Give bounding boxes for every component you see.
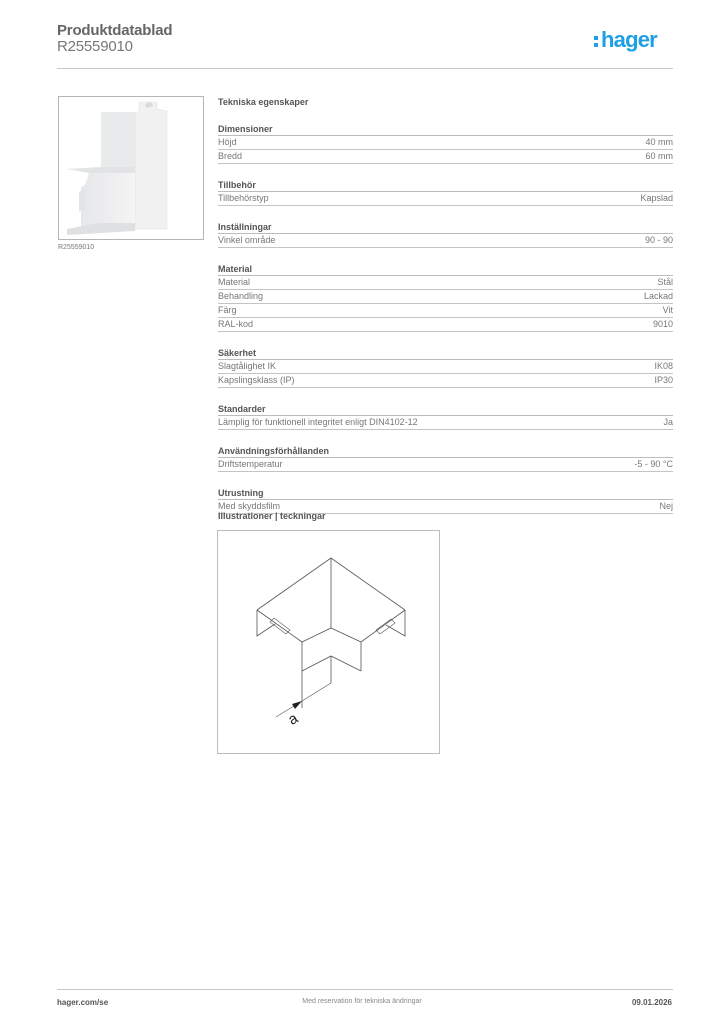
spec-value: 40 mm xyxy=(645,137,673,147)
technical-drawing xyxy=(217,530,440,754)
spec-label: Driftstemperatur xyxy=(218,459,283,469)
technical-specs xyxy=(218,96,673,514)
spec-label: Lämplig för funktionell integritet enligt DIN4102-12 xyxy=(218,417,418,427)
product-photo xyxy=(58,96,204,240)
spec-row xyxy=(218,136,673,150)
hager-logo xyxy=(594,29,657,51)
spec-group-accessories xyxy=(218,179,673,206)
group-heading: Användningsförhållanden xyxy=(218,445,673,458)
spec-row xyxy=(218,276,673,290)
group-heading: Material xyxy=(218,263,673,276)
spec-label: Bredd xyxy=(218,151,243,161)
page-title: Produktdatablad xyxy=(57,22,173,39)
spec-row xyxy=(218,150,673,164)
group-heading: Tillbehör xyxy=(218,179,673,192)
dimension-label: a xyxy=(285,709,302,729)
spec-label: Slagtålighet IK xyxy=(218,361,277,371)
spec-label: Höjd xyxy=(218,137,237,147)
spec-value: 9010 xyxy=(652,319,673,329)
spec-group-material xyxy=(218,263,673,332)
group-heading: Utrustning xyxy=(218,487,673,500)
spec-label: Material xyxy=(218,277,251,287)
spec-value: -5 - 90 °C xyxy=(634,459,673,469)
spec-value: Ja xyxy=(663,417,673,427)
logo-colon-icon xyxy=(594,33,600,47)
logo-text: hager xyxy=(601,27,657,52)
spec-group-dimensions xyxy=(218,123,673,164)
spec-row xyxy=(218,192,673,206)
spec-row xyxy=(218,416,673,430)
spec-row xyxy=(218,304,673,318)
spec-row xyxy=(218,458,673,472)
spec-value: 60 mm xyxy=(645,151,673,161)
spec-label: Tillbehörstyp xyxy=(218,193,269,203)
group-heading: Säkerhet xyxy=(218,347,673,360)
group-heading: Dimensioner xyxy=(218,123,673,136)
website-link[interactable]: hager.com/se xyxy=(57,998,109,1007)
spec-row xyxy=(218,374,673,388)
spec-value: Nej xyxy=(659,501,673,511)
document-date: 09.01.2026 xyxy=(631,998,672,1007)
spec-group-usage-conditions xyxy=(218,445,673,472)
specs-title: Tekniska egenskaper xyxy=(218,97,309,107)
illustrations-title: Illustrationer | teckningar xyxy=(218,511,326,521)
spec-label: Kapslingsklass (IP) xyxy=(218,375,295,385)
spec-label: Behandling xyxy=(218,291,264,301)
spec-row xyxy=(218,234,673,248)
header-divider xyxy=(57,68,673,69)
spec-value: IK08 xyxy=(654,361,673,371)
cable-trunking-angle-image xyxy=(59,97,203,239)
angle-drawing-icon xyxy=(218,531,439,753)
spec-label: RAL-kod xyxy=(218,319,254,329)
group-heading: Inställningar xyxy=(218,221,673,234)
spec-group-safety xyxy=(218,347,673,388)
spec-row xyxy=(218,360,673,374)
spec-group-settings xyxy=(218,221,673,248)
spec-value: Vit xyxy=(662,305,673,315)
spec-value: IP30 xyxy=(654,375,673,385)
product-code: R25559010 xyxy=(57,38,133,55)
footer-divider xyxy=(57,989,673,990)
spec-value: 90 - 90 xyxy=(644,235,673,245)
spec-group-equipment xyxy=(218,487,673,514)
spec-value: Lackad xyxy=(643,291,673,301)
spec-label: Med skyddsfilm xyxy=(218,501,281,511)
spec-row xyxy=(218,318,673,332)
photo-caption: R25559010 xyxy=(58,244,95,251)
spec-value: Kapslad xyxy=(640,193,673,203)
spec-label: Vinkel område xyxy=(218,235,276,245)
spec-group-standards xyxy=(218,403,673,430)
spec-row xyxy=(218,290,673,304)
group-heading: Standarder xyxy=(218,403,673,416)
spec-label: Färg xyxy=(218,305,237,315)
disclaimer: Med reservation för tekniska ändringar xyxy=(302,998,422,1005)
spec-value: Stål xyxy=(657,277,673,287)
